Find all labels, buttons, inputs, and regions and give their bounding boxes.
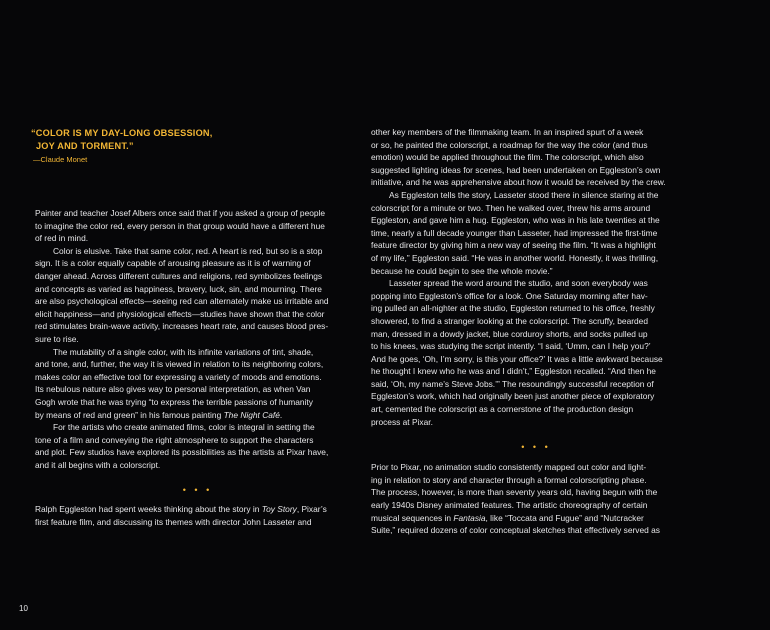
text-line: Painter and teacher Josef Albers once said that if you asked a group of people xyxy=(35,208,326,218)
paragraph xyxy=(35,503,360,528)
text-line: Prior to Pixar, no animation studio consistently mapped out color and light- xyxy=(371,462,647,473)
pull-quote-line-2: JOY AND TORMENT.” xyxy=(36,141,134,151)
text-line: For the artists who create animated films, color is integral in setting the xyxy=(53,422,315,433)
text-line: of my life,” Eggleston said. “He was in another world. Honestly, it was thrilling, xyxy=(371,252,659,263)
text-line: early 1940s Disney animated features. The artistic choreography of certain xyxy=(371,500,648,511)
text-line: are also psychological effects—seeing red can alternately make us irritable and xyxy=(35,296,329,307)
text-line: he thought I knew who he was and I didn’t,” Eggleston recalled. “And then he xyxy=(371,366,656,377)
paragraph xyxy=(35,207,360,245)
text-line: Gogh wrote that he was trying “to express the terrible passions of humanity xyxy=(35,396,313,407)
text-line: sign. It is a color equally capable of arousing pleasure as it is of warning of xyxy=(35,258,311,269)
text-line: makes color an effective tool for expressing a variety of moods and emotions. xyxy=(35,371,322,382)
pull-quote-line-1: “COLOR IS MY DAY-LONG OBSESSION, xyxy=(31,128,213,138)
paragraph xyxy=(35,421,360,471)
text-line: and tone, and, further, the way it is viewed in relation to its neighboring colors, xyxy=(35,359,324,370)
text-line: Eggleston, and gave him a hug. Eggleston, who was in his late twenties at the xyxy=(371,215,660,226)
text-segment: Ralph Eggleston had spent weeks thinking about the story in xyxy=(35,504,262,515)
text-line: Its nebulous nature also gives way to personal interpretation, as when Van xyxy=(35,384,311,395)
text-line: because he could begin to see the whole movie.” xyxy=(371,265,553,276)
paragraph xyxy=(371,277,701,428)
text-line: to imagine the color red, every person in that group would have a different hue xyxy=(35,220,325,231)
text-line: man, dressed in a dowdy jacket, blue corduroy shorts, and socks pulled up xyxy=(371,328,648,339)
italic-title: Fantasia xyxy=(453,512,486,523)
text-line: suggested lighting ideas for scenes, had been undertaken on Eggleston’s own xyxy=(371,164,661,175)
text-line: red stimulates brain-wave activity, increases heart rate, and causes blood pres- xyxy=(35,321,329,332)
text-segment: musical sequences in xyxy=(371,512,454,523)
quote-attribution: —Claude Monet xyxy=(33,155,88,164)
right-column xyxy=(371,126,701,537)
section-separator: • • • xyxy=(521,442,551,453)
section-separator: • • • xyxy=(182,485,213,496)
text-line: first feature film, and discussing its themes with director John Lasseter and xyxy=(35,517,312,528)
text-line: Lasseter spread the word around the studio, and soon everybody was xyxy=(389,278,648,289)
text-line xyxy=(35,503,360,516)
italic-title: Toy Story xyxy=(261,504,297,515)
page-number: 10 xyxy=(19,604,28,613)
left-column xyxy=(35,207,360,529)
text-line: tone of a film and conveying the right atmosphere to support the characters xyxy=(35,434,314,445)
text-line: and it all begins with a colorscript. xyxy=(35,459,161,470)
paragraph xyxy=(35,245,360,346)
pull-quote xyxy=(31,127,251,153)
text-line: or so, he painted the colorscript, a roadmap for the way the color (and thus xyxy=(371,139,648,150)
text-line: danger ahead. Across different cultures and religions, red symbolizes feelings xyxy=(35,270,323,281)
text-line: And he goes, ‘Oh, I’m sorry, is this your office?’ It was a little awkward because xyxy=(371,353,663,364)
text-line xyxy=(371,512,701,525)
text-line: initiative, and he was apprehensive about how it would be received by the crew. xyxy=(371,177,666,188)
text-segment: , Pixar’s xyxy=(296,504,327,515)
text-line: and plot. Few studios have explored its possibilities as the artists at Pixar have, xyxy=(35,447,329,458)
paragraph xyxy=(371,189,701,277)
text-line: Suite,” required dozens of color conceptual sketches that effectively served as xyxy=(371,525,660,536)
text-line: colorscript for a minute or two. Then he walked over, threw his arms around xyxy=(371,202,651,213)
text-line: art, cemented the colorscript as a cornerstone of the production design xyxy=(371,404,634,415)
paragraph xyxy=(35,346,360,422)
text-line: popping into Eggleston’s office for a look. One Saturday morning after hav- xyxy=(371,290,648,301)
text-line: other key members of the filmmaking team. In an inspired spurt of a week xyxy=(371,127,644,137)
text-line: process at Pixar. xyxy=(371,416,433,427)
text-line: ing in relation to story and character through a formal colorscripting phase. xyxy=(371,474,647,485)
text-line: Color is elusive. Take that same color, red. A heart is red, but so is a stop xyxy=(53,245,323,256)
text-line: and concepts as varied as happiness, bravery, luck, sin, and mourning. There xyxy=(35,283,322,294)
text-segment: , like “Toccata and Fugue” and “Nutcracker xyxy=(485,512,644,523)
text-line: time, nearly a full decade younger than Lasseter, had impressed the first-time xyxy=(371,227,658,238)
text-line: of red in mind. xyxy=(35,233,89,244)
text-line: Eggleston’s work, which had originally been just another piece of exploratory xyxy=(371,391,655,402)
text-line: ing pulled an all-nighter at the studio, Eggleston returned to his office, freshly xyxy=(371,303,655,314)
italic-title: The Night Café xyxy=(223,409,280,420)
paragraph xyxy=(371,461,701,537)
text-line: The process, however, is more than seventy years old, having begun with the xyxy=(371,487,658,498)
text-line: As Eggleston tells the story, Lasseter stood there in silence staring at the xyxy=(389,189,659,200)
text-line: to his knees, was studying the script intently. “I said, ‘Umm, can I help you?’ xyxy=(371,341,651,352)
text-line: elicit happiness—and physiological effects—studies have shown that the color xyxy=(35,308,325,319)
text-segment: . xyxy=(279,409,283,420)
text-line: emotion) would be applied throughout the film. The colorscript, which also xyxy=(371,152,644,163)
paragraph xyxy=(371,126,701,189)
text-line: showered, to find a stranger looking at the colorscript. The scruffy, bearded xyxy=(371,315,648,326)
text-segment: by means of red and green” in his famous painting xyxy=(35,409,224,420)
text-line: The mutability of a single color, with its infinite variations of tint, shade, xyxy=(53,346,314,357)
text-line: feature director by giving him a new way of seeing the film. “It was a highlight xyxy=(371,240,656,251)
text-line: sure to rise. xyxy=(35,333,79,344)
text-line: said, ‘Oh, my name’s Steve Jobs.’” The resoundingly successful reception of xyxy=(371,378,654,389)
text-line xyxy=(35,409,360,422)
